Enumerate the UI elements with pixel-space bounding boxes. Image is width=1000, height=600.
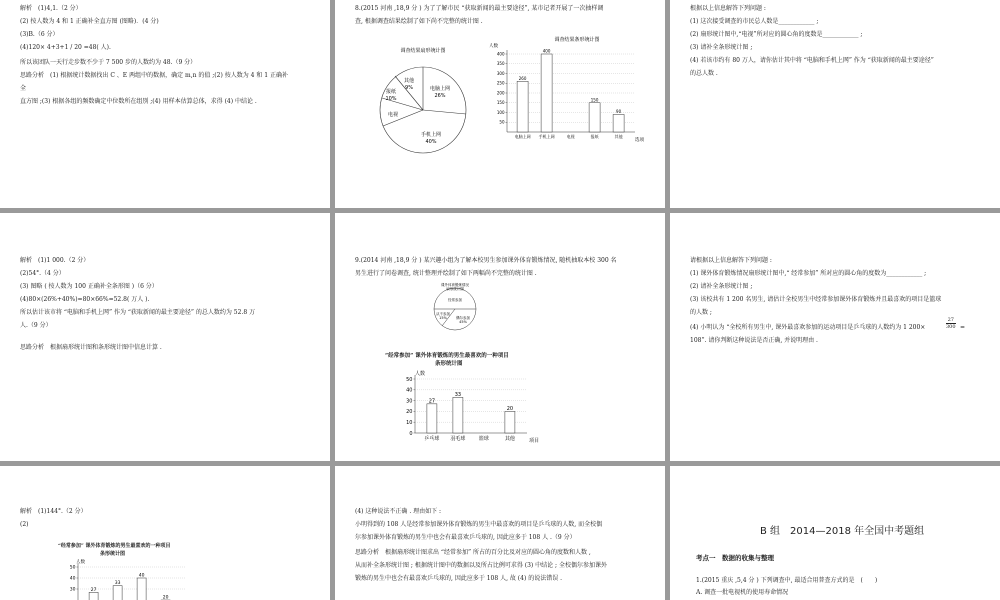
bar-value-label: 150 [590, 97, 599, 103]
bar [137, 578, 146, 600]
pie-label: 40% [425, 139, 437, 145]
bar-x-axis-label: 选项 [635, 138, 644, 143]
news-bar-chart [485, 34, 655, 146]
pie-label: 报纸 [385, 89, 397, 95]
p6-line-4: (3) 该校共有 1 200 名男生, 请估计全校男生中经常参加课外体育锻炼并且最喜欢的项目是篮球 [690, 296, 942, 303]
pie-label: 10% [385, 96, 397, 102]
page-5 [335, 213, 665, 461]
page-4 [0, 213, 330, 461]
bar-chart-title: 调查结果条形统计图 [554, 37, 600, 43]
pie-label: 电脑上网 [429, 86, 451, 92]
pie-label: 其他 [403, 78, 415, 84]
p1-line-1: 解析 (1)4,1.（2 分） [20, 5, 82, 12]
page-8 [335, 466, 665, 600]
p6-line-7: 108”. 请你判断这种说法是否正确, 并说明理由 . [690, 337, 818, 344]
p4-line-3: (3) 图略 ( 按人数为 100 正确补全条形图 )（6 分） [20, 283, 158, 290]
p8-line-2: 小明得到的 108 人是经常参加课外体育锻炼的男生中最喜欢的项目是乒乓球的人数, 而全校偶 [355, 521, 603, 528]
x-tick-label: 其他 [504, 436, 515, 442]
pie-label: 26% [434, 93, 446, 99]
x-tick-label: 报纸 [590, 134, 599, 139]
pie-divider [423, 110, 466, 114]
p5-bar-title-2: 条形统计图 [435, 361, 463, 367]
p3-line-4: (3) 请补全条形统计图 ; [690, 44, 753, 51]
p3-line-1: 根据以上信息解答下列问题 : [690, 5, 766, 12]
bar-value-label: 33 [114, 581, 121, 587]
bar-y-axis-label: 人数 [76, 560, 85, 565]
news-pie-chart [365, 38, 485, 158]
p3-line-6: 的总人数 . [690, 70, 718, 77]
question-1-option-a: A. 调查一批电视机的使用寿命情况 [696, 589, 789, 596]
bar-y-axis-label: 人数 [415, 371, 426, 377]
p6-line-3: (2) 请补全条形统计图 ; [690, 283, 753, 290]
p1-line-5: 所以该团队一天行走步数不少于 7 500 步的人数约为 48.（9 分） [20, 59, 197, 66]
question-1: 1.(2015 重庆 ,5,4 分 ) 下列调查中, 最适合用普查方式的是 ( ) [696, 577, 878, 584]
page-2 [335, 0, 665, 208]
y-tick-label: 100 [496, 109, 505, 115]
p1-line-3: (3)B.（6 分） [20, 31, 59, 38]
p8-line-3: 尔参加课外体育锻炼的男生中也会有最喜欢乒乓球的, 因此应多于 108 人 .（9 分） [355, 534, 576, 541]
p6-line-2: (1) 课外体育锻炼情况扇形统计图中,“ 经常参加” 所对应的圆心角的度数为____________ ; [690, 270, 927, 277]
bar-value-label: 20 [506, 405, 514, 412]
y-tick-label: 350 [496, 61, 505, 67]
y-tick-label: 40 [406, 387, 413, 394]
bar [427, 404, 437, 433]
pie-label: 9% [405, 85, 413, 91]
y-tick-label: 30 [406, 398, 413, 405]
page-6 [670, 213, 1000, 461]
pie-label: 从不参加 [436, 312, 450, 316]
x-tick-label: 乒乓球 [424, 436, 440, 442]
bar-value-label: 27 [90, 587, 97, 593]
p2-intro-1: 8.(2015 河南 ,18,9 分 ) 为了了解市民 “获取新闻的最主要途径”, 某市记者开展了一次抽样调 [355, 5, 604, 12]
x-tick-label: 篮球 [478, 436, 489, 442]
p1-line-4: (4)120× 4+3+1 / 20 =48( 人). [20, 44, 111, 51]
p4-line-4: (4)80×(26%+40%)=80×66%=52.8( 万人 ). [20, 296, 150, 303]
bar [613, 114, 624, 132]
x-tick-label: 羽毛球 [450, 436, 466, 442]
p6-fraction-numerator: 27 [947, 317, 954, 323]
y-tick-label: 50 [499, 119, 505, 125]
p8-line-4: 思路分析 根据扇形统计图求出 “经常参加” 所占的百分比及对应的圆心角的度数和人数 , [355, 549, 591, 556]
exercise-pie-chart [425, 279, 485, 339]
pie-title: 调查结果扇形统计图 [400, 48, 446, 54]
p7-bar-title-1: “经常参加” 课外体育锻炼的男生最喜欢的一种项目 [58, 543, 171, 549]
section-heading: B 组 2014—2018 年全国中考题组 [760, 526, 925, 537]
exercise-bar-chart [399, 369, 549, 449]
bar-value-label: 33 [454, 391, 462, 398]
p1-line-8: 直方图 ;(3) 根据各组的频数确定中位数所在组别 ;(4) 用样本估算总体，求得 (4) 中结论 . [20, 98, 257, 105]
p8-line-1: (4) 这种说法不正确 . 理由如下 : [355, 508, 442, 515]
topic-heading: 考点一 数据的收集与整理 [696, 554, 774, 562]
x-tick-label: 电视 [566, 134, 575, 139]
y-tick-label: 300 [496, 70, 505, 76]
p6-equals: = [960, 324, 966, 331]
y-tick-label: 40 [69, 576, 76, 582]
bar-value-label: 90 [616, 108, 622, 114]
p4-line-5: 所以估计该市将 “电脑和手机上网” 作为 “获取新闻的最主要途径” 的总人数约为 52.8 万 [20, 309, 256, 316]
page-3 [670, 0, 1000, 208]
p7-line-2: (2) [20, 521, 29, 528]
y-tick-label: 50 [69, 565, 76, 571]
y-tick-label: 150 [496, 100, 505, 106]
p7-bar-title-2: 条形统计图 [100, 551, 126, 557]
y-tick-label: 0 [409, 430, 413, 437]
p6-line-6: (4) 小明认为 “全校所有男生中, 课外最喜欢参加的运动项目是乒乓球的人数约为 1 200× [690, 324, 926, 331]
pie-label: 手机上网 [420, 132, 442, 138]
bar-value-label: 20 [162, 595, 169, 600]
p4-line-2: (2)54°.（4 分） [20, 270, 65, 277]
exercise-bar-chart-complete [64, 558, 194, 600]
bar [517, 81, 528, 132]
p5-intro-1: 9.(2014 河南 ,18,9 分 ) 某兴趣小组为了解本校男生参加课外体育锻炼情况, 随机抽取本校 300 名 [355, 257, 617, 264]
bar [113, 586, 122, 600]
page-9 [670, 466, 1000, 600]
page-1 [0, 0, 330, 208]
p5-intro-2: 男生进行了问卷调查, 统计整理并绘制了如下两幅尚不完整的统计图 . [355, 270, 537, 277]
pie-label: 15% [439, 316, 447, 320]
page-7 [0, 466, 330, 600]
y-tick-label: 20 [406, 409, 413, 416]
bar [505, 411, 515, 433]
p7-line-1: 解析 (1)144°.（2 分） [20, 508, 87, 515]
p6-fraction-denominator: 300 [946, 324, 956, 330]
pie-title: 课外体育锻炼情况 [441, 283, 469, 287]
pie-title: 扇形统计图 [446, 287, 464, 291]
p1-line-2: (2) 按人数为 4 和 1 正确补全直方图 (图略)．(4 分) [20, 18, 159, 25]
y-tick-label: 250 [496, 80, 505, 86]
p4-line-6: 人.（9 分） [20, 322, 52, 329]
bar-value-label: 260 [518, 75, 527, 81]
bar-x-axis-label: 项目 [529, 438, 540, 444]
y-tick-label: 200 [496, 90, 505, 96]
y-tick-label: 400 [496, 51, 505, 57]
bar-value-label: 27 [428, 398, 436, 405]
x-tick-label: 其他 [614, 134, 623, 139]
p6-line-1: 请根据以上信息解答下列问题 : [690, 257, 772, 264]
p8-line-5: 从而补全条形统计图 ; 根据统计图中的数据以及所占比例可求得 (3) 中结论 ; 全校偶尔参加课外 [355, 562, 607, 569]
p4-line-1: 解析 (1)1 000.（2 分） [20, 257, 90, 264]
p4-line-7: 思路分析 根据扇形统计图和条形统计图中信息计算 . [20, 344, 162, 351]
p6-line-5: 的人数 ; [690, 309, 712, 316]
pie-label: 电视 [387, 112, 399, 118]
y-tick-label: 50 [406, 376, 413, 383]
pie-label: 经常参加 [448, 298, 462, 302]
bar [89, 592, 98, 600]
bar-value-label: 400 [542, 48, 551, 54]
p1-line-6: 思路分析 (1) 根据统计数据找出 C 、E 两组中的数据，确定 m,n 的值 ;(2) 按人数为 4 和 1 正确补 [20, 72, 288, 79]
p1-line-7: 全 [20, 85, 27, 92]
bar-y-axis-label: 人数 [489, 44, 498, 49]
p8-line-6: 锻炼的男生中也会有最喜欢乒乓球的, 因此应多于 108 人, 故 (4) 的说法错误 . [355, 575, 563, 582]
y-tick-label: 10 [406, 419, 413, 426]
p6-fraction [946, 317, 956, 330]
p5-bar-title-1: “经常参加” 课外体育锻炼的男生最喜欢的一种项目 [385, 353, 509, 359]
p3-line-3: (2) 扇形统计图中,“电视”所对应的圆心角的度数是____________ ; [690, 31, 863, 38]
bar [541, 54, 552, 132]
p3-line-2: (1) 这次接受调查的市民总人数是____________ ; [690, 18, 819, 25]
p2-intro-2: 查, 根据调查结果绘制了如下尚不完整的统计图 . [355, 18, 483, 25]
x-tick-label: 手机上网 [538, 134, 555, 139]
bar [453, 397, 463, 433]
p3-line-5: (4) 若该市约有 80 万人，请你估计其中将 “电脑和手机上网” 作为 “获取新闻的最主要途径” [690, 57, 934, 64]
bar [589, 103, 600, 132]
pie-label: 45% [459, 320, 467, 324]
bar-value-label: 40 [138, 573, 145, 579]
pie-label: 偶尔参加 [456, 316, 470, 320]
x-tick-label: 电脑上网 [514, 134, 531, 139]
y-tick-label: 30 [69, 587, 76, 593]
